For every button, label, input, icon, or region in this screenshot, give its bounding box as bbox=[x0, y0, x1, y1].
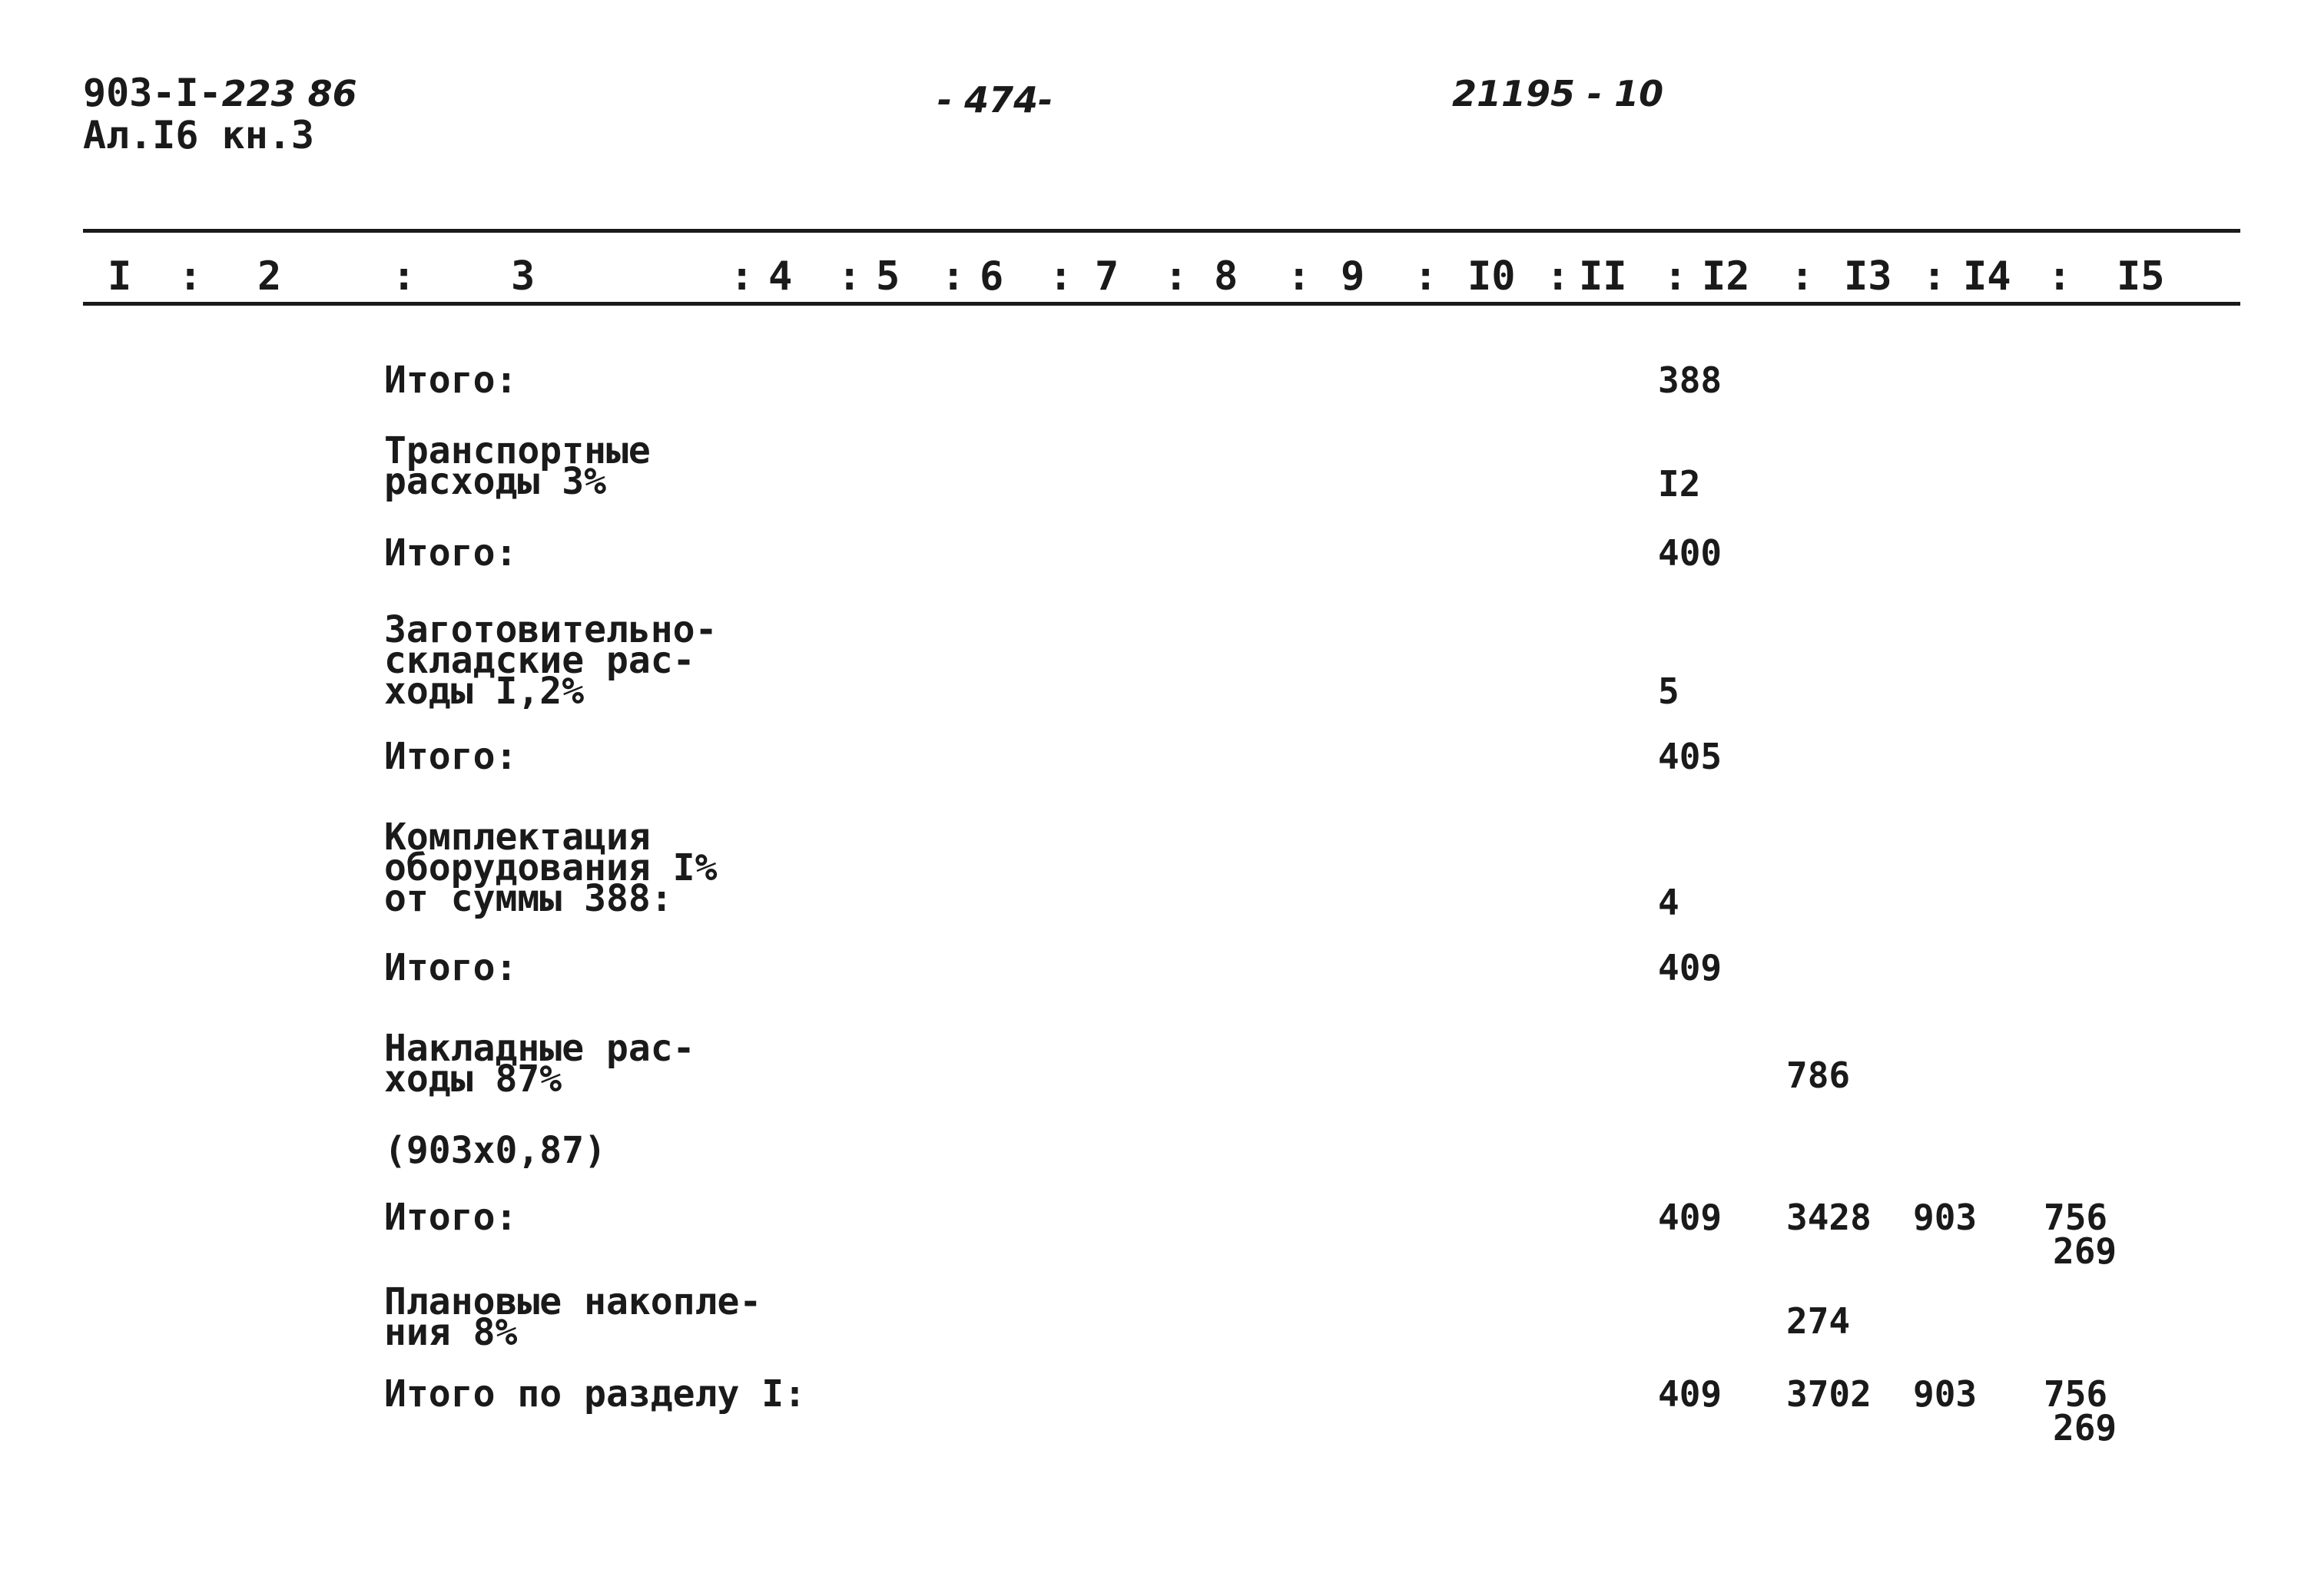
cell-col-15: 756 bbox=[2044, 1197, 2108, 1238]
column-separator: : bbox=[1049, 253, 1073, 300]
column-separator: : bbox=[941, 253, 966, 300]
header-rule-bottom bbox=[83, 302, 2240, 306]
column-number-2: 2 bbox=[257, 253, 282, 300]
row-label bbox=[384, 946, 518, 989]
row-label bbox=[384, 359, 518, 402]
row-label bbox=[384, 1129, 606, 1172]
cell-col-11: 388 bbox=[1658, 359, 1722, 401]
row-label-line: Комплектация bbox=[384, 816, 651, 859]
cell-col-11: 409 bbox=[1658, 1197, 1722, 1238]
cell-col-13: 903 bbox=[1913, 1373, 1978, 1415]
column-number-6: 6 bbox=[980, 253, 1004, 300]
album-reference: Ал.I6 кн.3 bbox=[83, 113, 315, 157]
row-label bbox=[384, 531, 518, 574]
column-number-1: I bbox=[108, 253, 132, 300]
row-label-line: Плановые накопле- bbox=[384, 1280, 762, 1323]
row-label bbox=[384, 1196, 518, 1239]
cell-col-15: 269 bbox=[2053, 1407, 2117, 1449]
column-number-15: I5 bbox=[2117, 253, 2165, 300]
cell-col-12: 3428 bbox=[1786, 1197, 1872, 1238]
column-number-14: I4 bbox=[1963, 253, 2011, 300]
row-label-line: ходы 87% bbox=[384, 1058, 562, 1101]
column-number-8: 8 bbox=[1214, 253, 1238, 300]
row-label-line: Итого: bbox=[384, 359, 518, 402]
cell-col-12: 786 bbox=[1786, 1055, 1851, 1096]
cell-col-13: 903 bbox=[1913, 1197, 1978, 1238]
column-separator: : bbox=[1546, 253, 1570, 300]
header-rule-top bbox=[83, 229, 2240, 233]
column-number-3: 3 bbox=[511, 253, 535, 300]
cell-col-11: 400 bbox=[1658, 532, 1722, 574]
row-label-line: расходы 3% bbox=[384, 460, 606, 503]
cell-col-11: 409 bbox=[1658, 947, 1722, 988]
cell-col-11: 405 bbox=[1658, 736, 1722, 777]
row-label bbox=[384, 429, 651, 503]
row-label bbox=[384, 816, 718, 920]
column-separator: : bbox=[1663, 253, 1688, 300]
cell-col-15: 269 bbox=[2053, 1230, 2117, 1272]
column-separator: : bbox=[1922, 253, 1947, 300]
cell-col-12: 3702 bbox=[1786, 1373, 1872, 1415]
column-separator: : bbox=[2047, 253, 2072, 300]
column-separator: : bbox=[1414, 253, 1438, 300]
column-number-10: I0 bbox=[1467, 253, 1516, 300]
row-label-line: Итого: bbox=[384, 531, 518, 574]
column-separator: : bbox=[1287, 253, 1311, 300]
row-label-line: Транспортные bbox=[384, 429, 651, 472]
document-code-prefix: 903-I- bbox=[83, 71, 222, 115]
cell-col-11: 4 bbox=[1658, 882, 1679, 923]
cell-col-12: 274 bbox=[1786, 1300, 1851, 1342]
column-separator: : bbox=[1164, 253, 1189, 300]
cell-col-15: 756 bbox=[2044, 1373, 2108, 1415]
column-number-12: I2 bbox=[1702, 253, 1750, 300]
row-label-line: от суммы 388: bbox=[384, 877, 673, 920]
row-label-line: Накладные рас- bbox=[384, 1027, 695, 1070]
row-label bbox=[384, 735, 518, 778]
reference-number: 21195 - 10 bbox=[1452, 73, 1664, 114]
cell-col-11: 5 bbox=[1658, 671, 1679, 712]
page-number: - 474- bbox=[937, 79, 1053, 121]
row-label-line: Итого: bbox=[384, 1196, 518, 1239]
column-number-5: 5 bbox=[876, 253, 900, 300]
row-label-line: Итого: bbox=[384, 946, 518, 989]
row-label-line: Заготовительно- bbox=[384, 608, 718, 651]
column-separator: : bbox=[392, 253, 416, 300]
row-label-line: складские рас- bbox=[384, 639, 695, 682]
cell-col-11: I2 bbox=[1658, 463, 1701, 505]
row-label-line: Итого: bbox=[384, 735, 518, 778]
row-label-line: ходы I,2% bbox=[384, 670, 585, 713]
row-label bbox=[384, 1372, 807, 1416]
column-separator: : bbox=[730, 253, 754, 300]
column-number-11: II bbox=[1579, 253, 1627, 300]
column-separator: : bbox=[1790, 253, 1815, 300]
column-number-13: I3 bbox=[1844, 253, 1892, 300]
row-label-line: (903x0,87) bbox=[384, 1129, 606, 1172]
cell-col-11: 409 bbox=[1658, 1373, 1722, 1415]
row-label-line: оборудования I% bbox=[384, 846, 718, 889]
column-number-4: 4 bbox=[768, 253, 793, 300]
row-label bbox=[384, 608, 718, 713]
column-separator: : bbox=[178, 253, 203, 300]
row-label bbox=[384, 1280, 762, 1354]
row-label-line: ния 8% bbox=[384, 1311, 518, 1354]
document-code-handwritten: 223 86 bbox=[221, 73, 357, 114]
document-code bbox=[83, 73, 357, 114]
column-separator: : bbox=[837, 253, 862, 300]
row-label-line: Итого по разделу I: bbox=[384, 1372, 807, 1416]
column-number-9: 9 bbox=[1341, 253, 1365, 300]
row-label bbox=[384, 1027, 695, 1101]
column-number-7: 7 bbox=[1095, 253, 1119, 300]
